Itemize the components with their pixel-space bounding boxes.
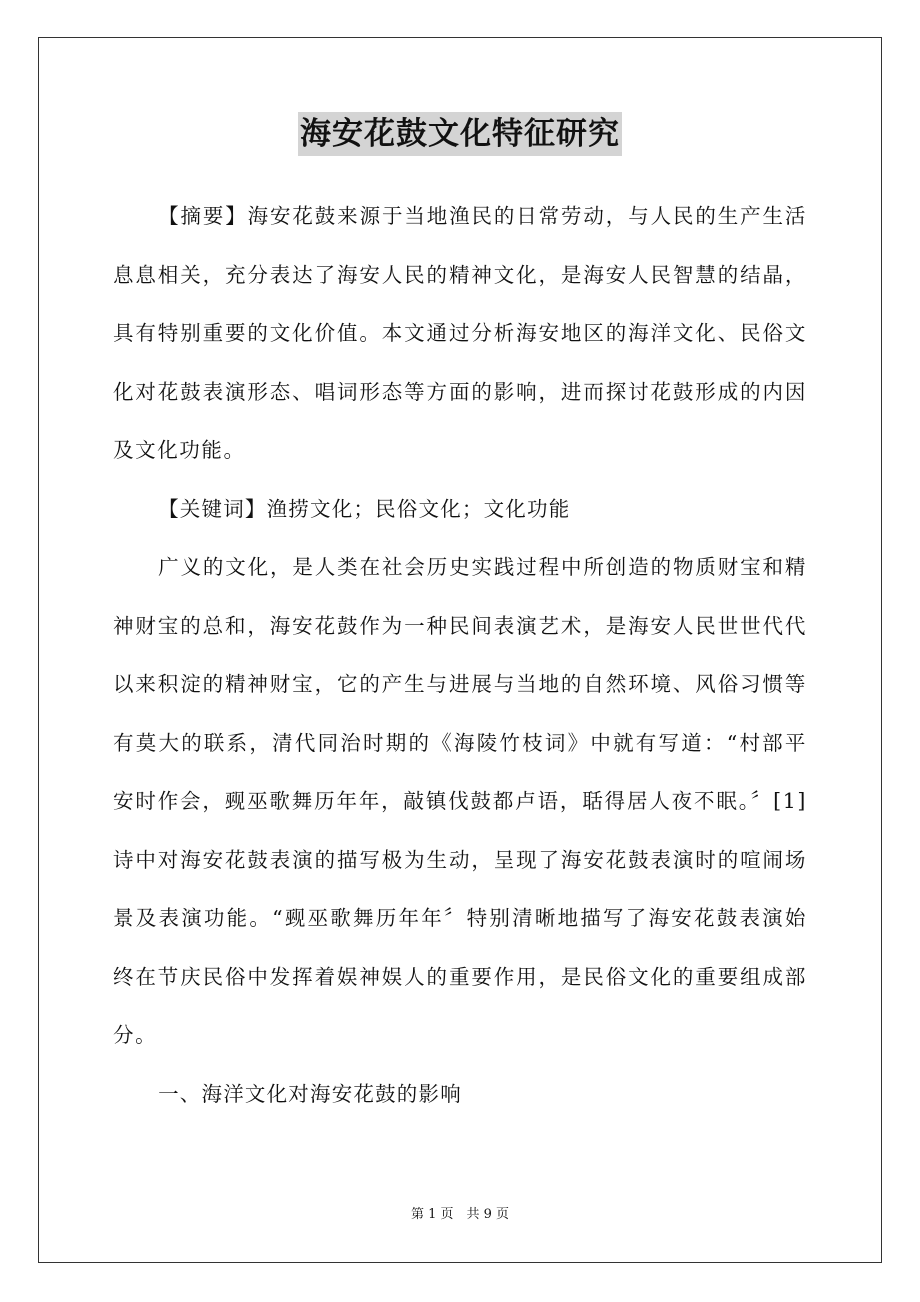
page-footer: 第 1 页 共 9 页 — [410, 1207, 510, 1222]
body-paragraph: 广义的文化，是人类在社会历史实践过程中所创造的物质财宝和精神财宝的总和，海安花鼓作为一种民间表演艺术，是海安人民世世代代以来积淀的精神财宝，它的产生与进展与当地的自然环境、风俗习惯等有莫大的联系，清代同治时期的《海陵竹枝词》中就有写道：“村部平安时作会，觋巫歌舞历年年，敲镇伐鼓都卢语，聒得居人夜不眠。〞[1]诗中对海安花鼓表演的描写极为生动，呈现了海安花鼓表演时的喧闹场景及表演功能。“觋巫歌舞历年年〞特别清晰地描写了海安花鼓表演始终在节庆民俗中发挥着娱神娱人的重要作用，是民俗文化的重要组成部分。 — [113, 555, 807, 1047]
keywords-paragraph: 【关键词】渔捞文化；民俗文化；文化功能 — [158, 496, 571, 521]
document-body — [113, 187, 807, 1123]
section-heading: 一、海洋文化对海安花鼓的影响 — [158, 1081, 462, 1106]
document-title — [0, 112, 920, 156]
document-title-text: 海安花鼓文化特征研究 — [298, 112, 622, 156]
abstract-paragraph: 【摘要】海安花鼓来源于当地渔民的日常劳动，与人民的生产生活息息相关，充分表达了海安人民的精神文化，是海安人民智慧的结晶，具有特别重要的文化价值。本文通过分析海安地区的海洋文化、民俗文化对花鼓表演形态、唱词形态等方面的影响，进而探讨花鼓形成的内因及文化功能。 — [113, 204, 807, 462]
